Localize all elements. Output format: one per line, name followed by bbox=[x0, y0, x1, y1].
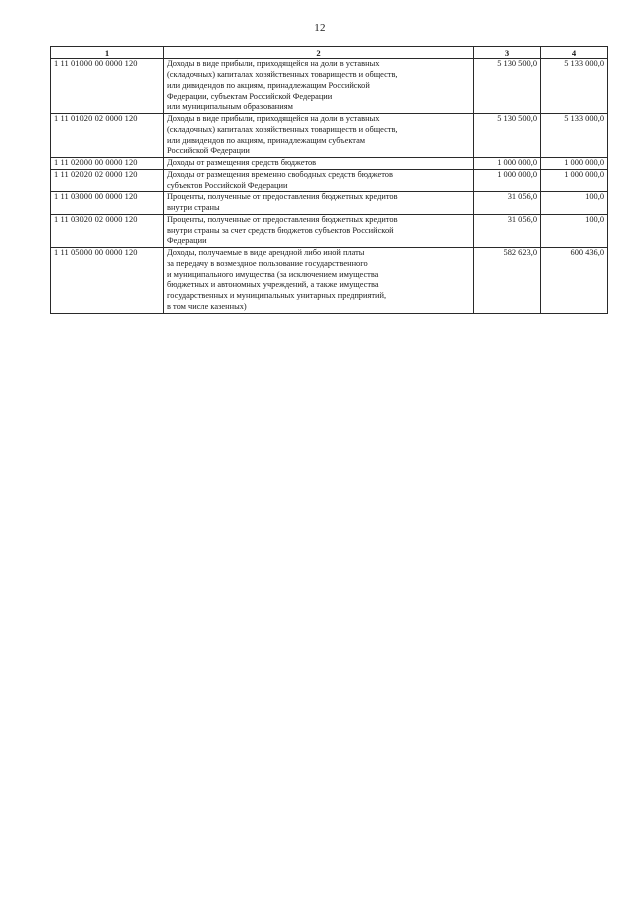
table-row bbox=[51, 59, 608, 114]
row-description: Доходы от размещения временно свободных средств бюджетов субъектов Российской Федерации bbox=[164, 169, 474, 192]
row-code: 1 11 03000 00 0000 120 bbox=[51, 192, 164, 215]
row-description: Доходы в виде прибыли, приходящейся на доли в уставных (складочных) капиталах хозяйственных товариществ и обществ, или дивидендов по акциям, принадлежащим Российской Федерации, субъектам Российской Федерации или муниципальным образованиям bbox=[164, 59, 474, 114]
row-description: Проценты, полученные от предоставления бюджетных кредитов внутри страны bbox=[164, 192, 474, 215]
row-code: 1 11 02000 00 0000 120 bbox=[51, 158, 164, 170]
table-header-row bbox=[51, 47, 608, 59]
row-amount-1: 5 130 500,0 bbox=[474, 114, 541, 158]
row-description: Проценты, полученные от предоставления бюджетных кредитов внутри страны за счет средств бюджетов субъектов Российской Федерации bbox=[164, 214, 474, 247]
row-amount-2: 100,0 bbox=[541, 214, 608, 247]
row-amount-1: 31 056,0 bbox=[474, 214, 541, 247]
row-amount-1: 1 000 000,0 bbox=[474, 169, 541, 192]
budget-revenue-table bbox=[50, 46, 608, 314]
row-amount-2: 5 133 000,0 bbox=[541, 114, 608, 158]
row-amount-2: 5 133 000,0 bbox=[541, 59, 608, 114]
row-description: Доходы от размещения средств бюджетов bbox=[164, 158, 474, 170]
table-row bbox=[51, 248, 608, 314]
row-code: 1 11 05000 00 0000 120 bbox=[51, 248, 164, 314]
page-number: 12 bbox=[314, 22, 326, 34]
row-amount-2: 100,0 bbox=[541, 192, 608, 215]
row-amount-2: 1 000 000,0 bbox=[541, 158, 608, 170]
table-row bbox=[51, 169, 608, 192]
row-code: 1 11 03020 02 0000 120 bbox=[51, 214, 164, 247]
row-amount-1: 31 056,0 bbox=[474, 192, 541, 215]
row-description: Доходы в виде прибыли, приходящейся на доли в уставных (складочных) капиталах хозяйственных товариществ и обществ, или дивидендов по акциям, принадлежащим субъектам Российской Федерации bbox=[164, 114, 474, 158]
column-header-description: 2 bbox=[164, 47, 474, 59]
table-row bbox=[51, 158, 608, 170]
column-header-amount-2: 4 bbox=[541, 47, 608, 59]
table-row bbox=[51, 192, 608, 215]
table-row bbox=[51, 214, 608, 247]
row-amount-1: 1 000 000,0 bbox=[474, 158, 541, 170]
row-description: Доходы, получаемые в виде арендной либо иной платы за передачу в возмездное пользование государственного и муниципального имущества (за исключением имущества бюджетных и автономных учреждений, а также имущества государственных и муниципальных унитарных предприятий, в том числе казенных) bbox=[164, 248, 474, 314]
row-code: 1 11 01020 02 0000 120 bbox=[51, 114, 164, 158]
row-amount-2: 600 436,0 bbox=[541, 248, 608, 314]
column-header-amount-1: 3 bbox=[474, 47, 541, 59]
row-code: 1 11 02020 02 0000 120 bbox=[51, 169, 164, 192]
row-amount-1: 5 130 500,0 bbox=[474, 59, 541, 114]
column-header-code: 1 bbox=[51, 47, 164, 59]
row-amount-2: 1 000 000,0 bbox=[541, 169, 608, 192]
row-code: 1 11 01000 00 0000 120 bbox=[51, 59, 164, 114]
table-row bbox=[51, 114, 608, 158]
row-amount-1: 582 623,0 bbox=[474, 248, 541, 314]
